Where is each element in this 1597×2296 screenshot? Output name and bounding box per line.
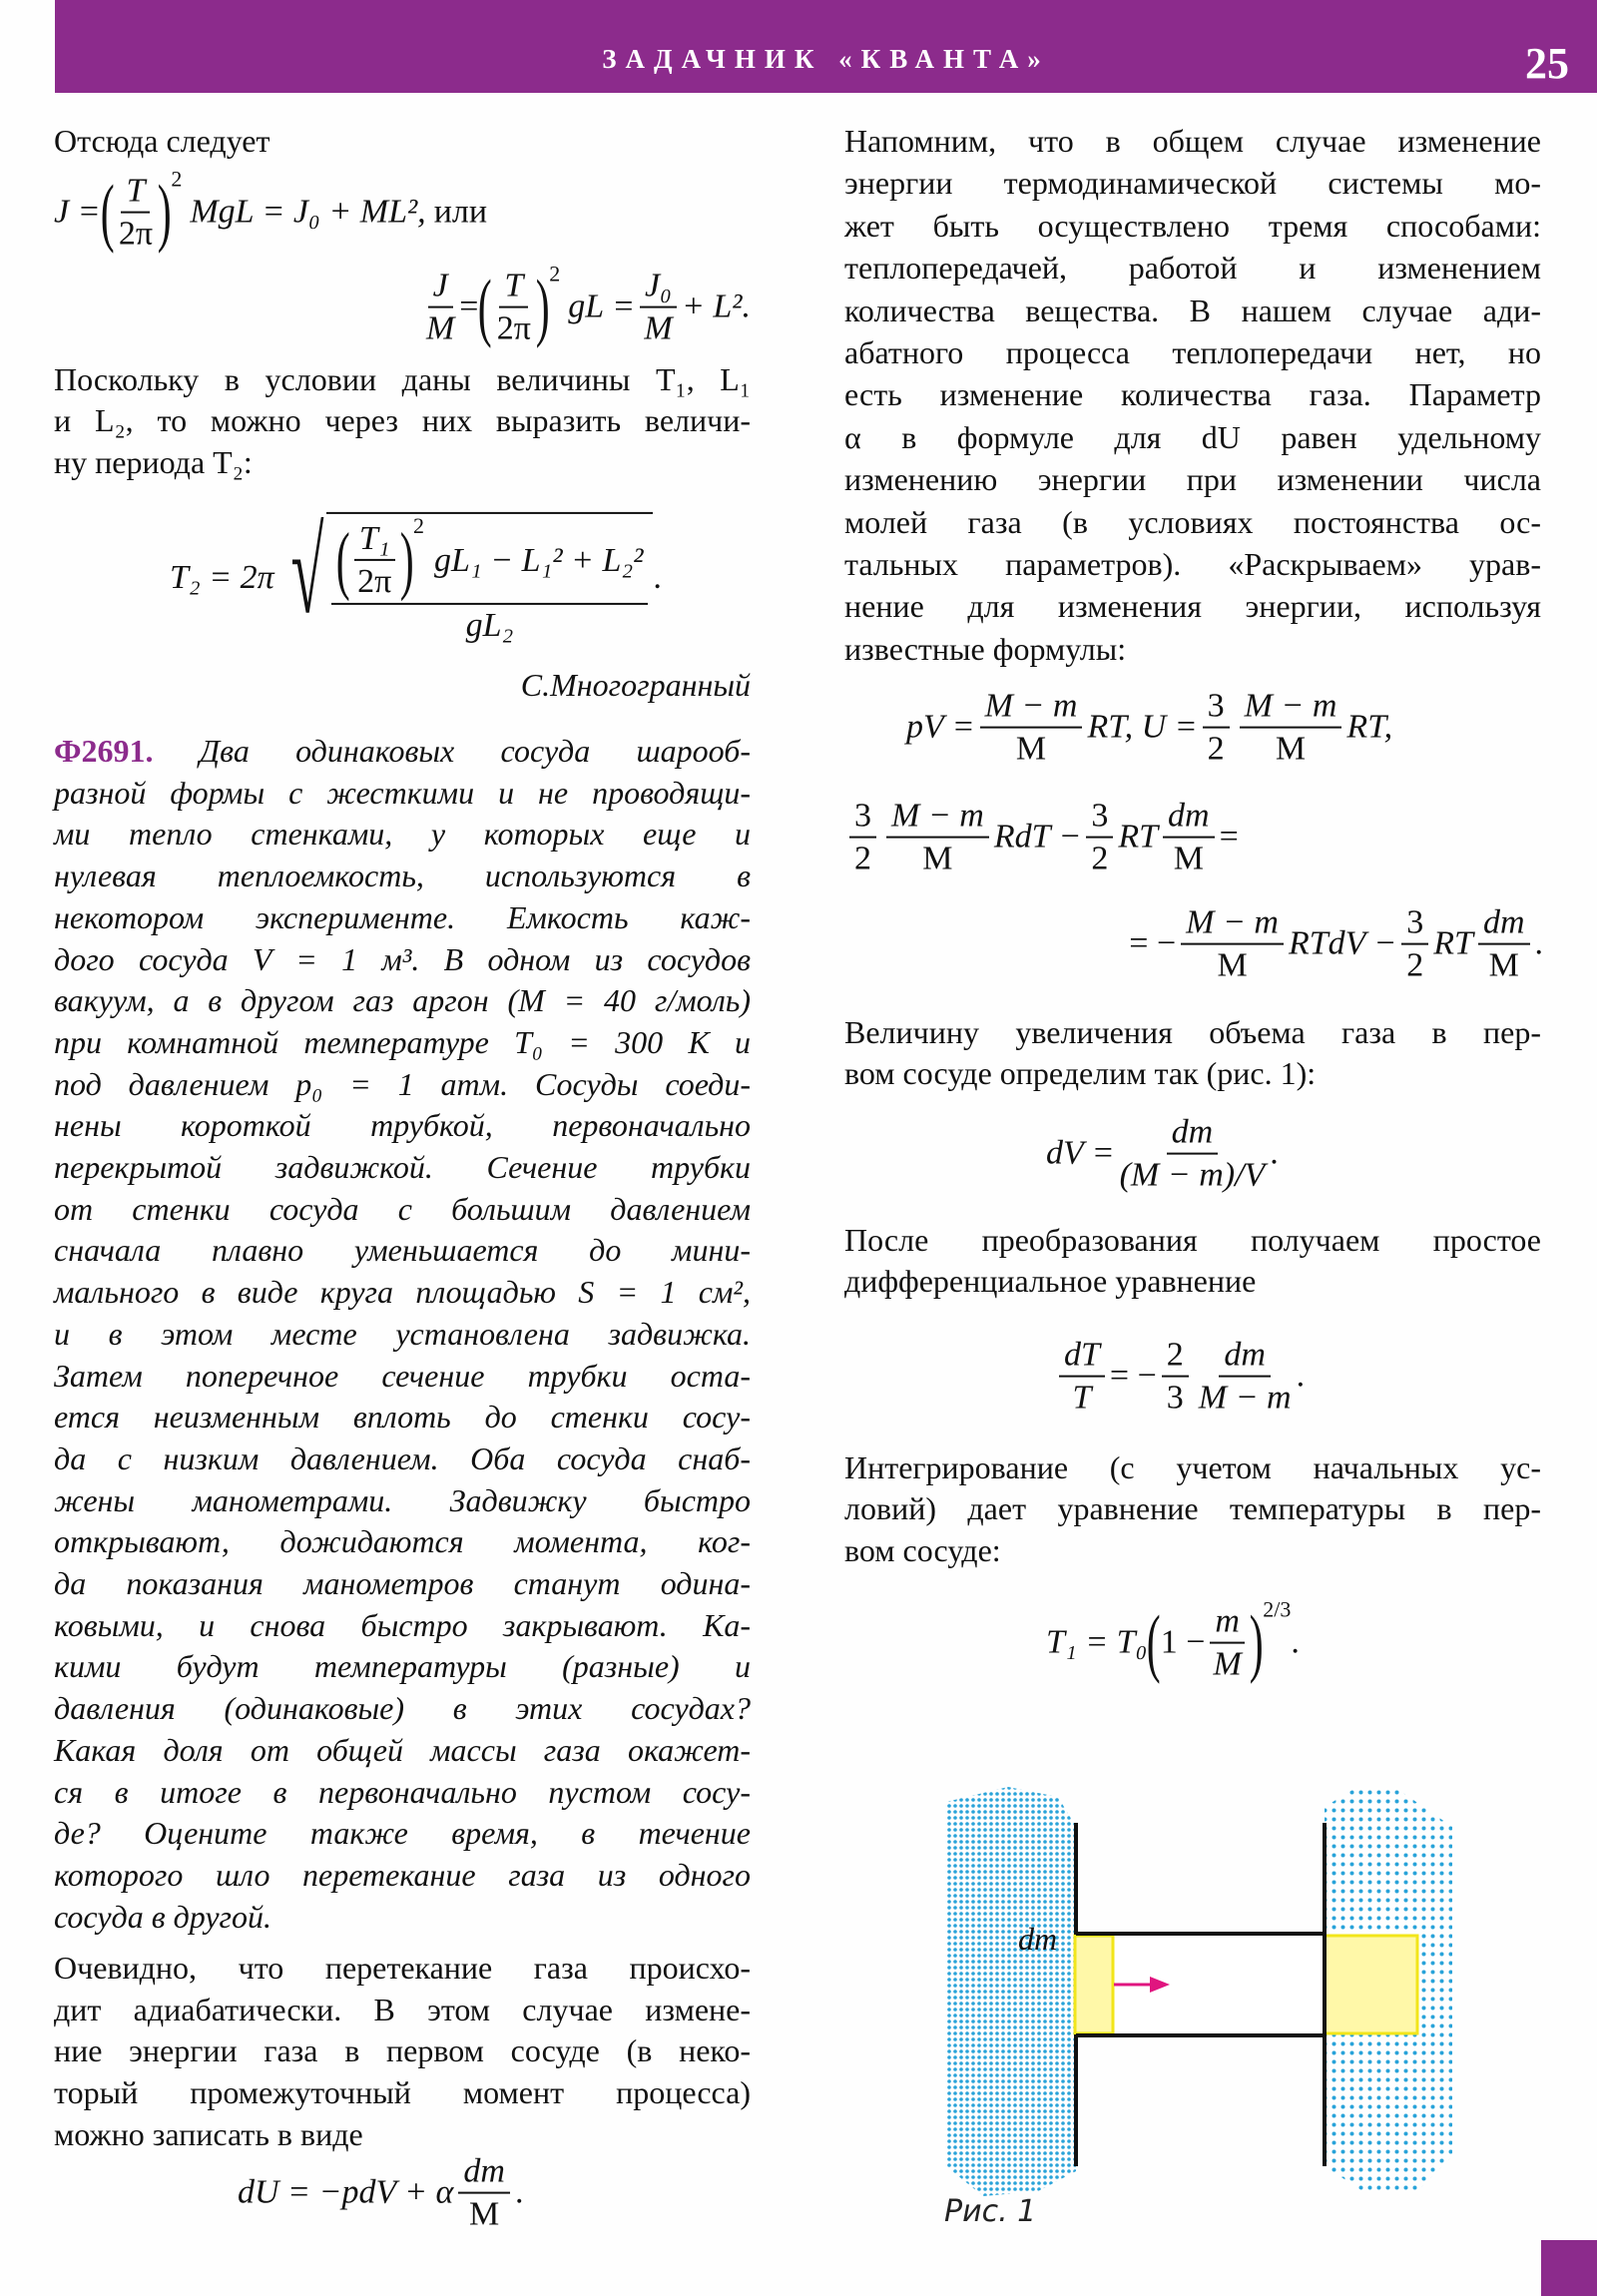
text-line: вом сосуде определим так (рис. 1): — [844, 1055, 1317, 1091]
f-part: 3 — [1166, 1380, 1184, 1417]
text-line: ну периода T₂: — [54, 444, 253, 480]
f-part: dV = — [1046, 1135, 1115, 1172]
text-line: открывают, дожидаются момента, ког- — [54, 1523, 751, 1560]
formula-J: J = ( T 2π ) 2 MgL = J₀ + ML², или — [54, 166, 488, 255]
formula-T2: T₂ = 2π √ ( T₁ 2π ) 2 gL₁ − L₁² + L₂² gL₂ . — [170, 504, 662, 644]
f-part: 3 — [1401, 904, 1428, 945]
text-line: вакуум, а в другом газ аргон (M = 40 г/моль) — [54, 982, 751, 1019]
figure-label-dm: dm — [1018, 1921, 1058, 1957]
text-line: энергии термодинамической системы мо- — [844, 165, 1541, 202]
f-part: 1 − — [1160, 1624, 1206, 1661]
f-part: RT, U = — [1087, 709, 1198, 746]
text-line: тальных параметров). «Раскрываем» урав- — [844, 546, 1541, 582]
text-line: дифференциальное уравнение — [844, 1263, 1257, 1299]
text-line: Поскольку в условии даны величины T₁, L₁ — [54, 361, 751, 397]
f-part: dT — [1059, 1337, 1105, 1378]
f-part: M — [922, 841, 953, 877]
corner-marker — [1541, 2240, 1597, 2296]
text-line: Затем поперечное сечение трубки оста- — [54, 1357, 751, 1394]
f-part: dm — [1167, 1114, 1219, 1155]
text-line: и L₂, то можно через них выразить величи- — [54, 402, 751, 438]
f-part: 2π — [118, 216, 154, 253]
f-part: gL = — [568, 288, 636, 325]
text-line: давления (одинаковые) в этих сосудах? — [54, 1690, 751, 1727]
f-part: pV = — [906, 709, 975, 746]
f-part: 3 — [849, 798, 876, 839]
intro-text: Отсюда следует — [54, 123, 270, 159]
f-part: = — [1219, 819, 1239, 856]
gas-slab-right — [1325, 1936, 1417, 2033]
text-line: Величину увеличения объема газа в пер- — [844, 1014, 1541, 1050]
text-line: которого шло перетекание газа из одного — [54, 1856, 751, 1893]
f-part: RT, — [1346, 709, 1393, 746]
text-line: ковыми, и снова быстро закрывают. Ка- — [54, 1606, 751, 1643]
f-part: T₁ = T₀ — [1046, 1624, 1148, 1661]
f-part: dU = −pdV + α — [238, 2174, 454, 2211]
f-part: 2π — [357, 563, 392, 601]
text-line: После преобразования получаем простое — [844, 1222, 1541, 1258]
text-line: и в этом месте установлена задвижка. — [54, 1315, 751, 1352]
text-line: сначала плавно уменьшается до мини- — [54, 1232, 751, 1269]
f-part: dm — [1163, 798, 1215, 839]
text-line: перекрытой задвижкой. Сечение трубки — [54, 1149, 751, 1185]
figure-caption: Рис. 1 — [944, 2194, 1037, 2229]
text-line: абатного процесса теплопередачи нет, но — [844, 334, 1541, 370]
f-part: RTdV − — [1288, 925, 1397, 962]
text-line: да показания манометров станут одина- — [54, 1565, 751, 1601]
text-line: дого сосуда V = 1 м³. В одном из сосудов — [54, 940, 751, 977]
text-line: нулевая теплоемкость, используются в — [54, 858, 751, 894]
page-number: 25 — [1525, 39, 1569, 88]
text-line: торый промежуточный момент процесса) — [54, 2074, 751, 2111]
author: С.Многогранный — [520, 667, 751, 703]
text-line: ми тепло стенками, у которых еще и — [54, 816, 751, 853]
f-part: dm — [1478, 904, 1530, 945]
f-part: M — [1275, 731, 1307, 768]
f-part: gL₁ − L₁² + L₂² — [433, 541, 644, 579]
text-line: Напомним, что в общем случае изменение — [844, 123, 1541, 159]
f-part: . — [1296, 1358, 1306, 1395]
problem-text: Два одинаковых сосуда шарооб- — [199, 733, 752, 769]
f-part: M − m — [1240, 688, 1342, 729]
gas-left-vessel — [946, 1787, 1076, 2196]
f-part: . — [1291, 1624, 1300, 1661]
f-part: M — [469, 2196, 500, 2233]
f-part: . — [1270, 1135, 1279, 1172]
f-part: T — [1072, 1380, 1092, 1417]
text-line: ние энергии газа в первом сосуде (в неко- — [54, 2032, 751, 2069]
text-line: жены манометрами. Задвижку быстро — [54, 1481, 751, 1518]
f-part: M — [644, 310, 673, 347]
f-part: gL₂ — [465, 606, 514, 644]
f-part: T — [499, 268, 528, 308]
f-part: = − — [1129, 925, 1177, 962]
text-line: можно записать в виде — [54, 2115, 363, 2152]
f-part: 3 — [1203, 688, 1230, 729]
text-line: некотором эксперименте. Емкость каж- — [54, 898, 751, 935]
f-part: M — [1213, 1646, 1242, 1683]
text-line: изменению энергии при изменении числа — [844, 461, 1541, 498]
text-line — [54, 730, 751, 772]
problem-id: Ф2691. — [54, 733, 154, 769]
f-part: dm — [1219, 1337, 1271, 1378]
text-line: количества вещества. В нашем случае ади- — [844, 291, 1541, 328]
f-part: 2 — [549, 261, 561, 287]
f-part: M — [1217, 947, 1248, 984]
f-part: T₂ = 2π — [170, 558, 274, 596]
text-line: известные формулы: — [844, 630, 1127, 667]
f-part: 3 — [1086, 798, 1113, 839]
f-part: 2 — [1406, 947, 1424, 984]
f-part: M − m — [886, 798, 989, 839]
text-line: при комнатной температуре T₀ = 300 К и — [54, 1023, 751, 1060]
f-part: RT — [1118, 819, 1159, 856]
f-part: RdT − — [993, 819, 1082, 856]
f-part: 2 — [1091, 841, 1109, 877]
f-part: 2 — [1207, 731, 1225, 768]
f-part: dm — [458, 2153, 510, 2194]
text-line: кими будут температуры (разные) и — [54, 1648, 751, 1685]
text-line: под давлением p₀ = 1 атм. Сосуды соеди- — [54, 1065, 751, 1102]
f-part: J — [428, 268, 453, 308]
text-line: жет быть осуществлено тремя способами: — [844, 207, 1541, 244]
header-title: ЗАДАЧНИК «КВАНТА» — [602, 44, 1050, 74]
text-line: нение для изменения энергии, используя — [844, 588, 1541, 625]
f-part: . — [514, 2174, 524, 2211]
formula-J-over-M: $\frac{J}{M}$ = ( T 2π ) 2 gL = $\frac{\text{J₀}}{M}$ + L². — [425, 261, 751, 349]
f-part: M − m — [980, 688, 1083, 729]
f-part: 2π — [496, 310, 531, 347]
f-part: T — [121, 173, 150, 214]
f-part: T₁ — [354, 520, 395, 561]
f-part: M − m — [1181, 904, 1284, 945]
text-line: теплопередачей, работой и изменением — [844, 250, 1541, 287]
text-line: ется неизменным вплоть до стенки сосу- — [54, 1399, 751, 1435]
text-line: разной формы с жесткими и не проводящи- — [54, 774, 751, 811]
f-part: M − m — [1198, 1380, 1292, 1417]
text-line: дит адиабатически. В этом случае измене- — [54, 1991, 751, 2027]
text-line: сосуда в другой. — [54, 1898, 272, 1935]
text-line: молей газа (в условиях постоянства ос- — [844, 503, 1541, 540]
text-line: Очевидно, что перетекание газа происхо- — [54, 1950, 751, 1986]
text-line: да с низким давлением. Оба сосуда снаб- — [54, 1439, 751, 1476]
f-part: RT — [1433, 925, 1473, 962]
f-part: J₀ — [640, 268, 677, 308]
text-line: есть изменение количества газа. Параметр — [844, 376, 1541, 413]
f-part: M — [1015, 731, 1047, 768]
f-part: + L². — [681, 288, 751, 325]
f-part: . — [1534, 925, 1543, 962]
f-part: 2 — [412, 512, 424, 538]
text-line: Интегрирование (с учетом начальных ус- — [844, 1449, 1541, 1485]
f-part: . — [653, 558, 662, 596]
f-part: 2/3 — [1263, 1596, 1292, 1622]
dm-slab — [1075, 1936, 1113, 2033]
text-line: ся в итоге в первоначально пустом сосу- — [54, 1773, 751, 1810]
f-part: m — [1210, 1603, 1245, 1644]
formula-T1: T₁ = T₀ ( 1 − $\frac{m}{M}$ ) 2/3 . — [1046, 1596, 1300, 1685]
text-line: мального в виде круга площадью S = 1 см², — [54, 1274, 751, 1311]
text-line: Какая доля от общей массы газа окажет- — [54, 1731, 751, 1768]
text-line: α в формуле для dU равен удельному — [844, 418, 1541, 455]
f-part: M — [1173, 841, 1204, 877]
f-part: = − — [1109, 1358, 1157, 1395]
f-part: = — [459, 288, 479, 325]
f-part: MgL = J₀ + ML², — [190, 194, 426, 231]
f-part: или — [433, 194, 488, 231]
f-part: M — [425, 310, 455, 347]
f-part: J = — [54, 194, 101, 231]
text-line: от стенки сосуда с большим давлением — [54, 1190, 751, 1227]
f-part: 2 — [171, 166, 183, 192]
f-part: M — [1488, 947, 1519, 984]
text-line: де? Оцените также время, в течение — [54, 1815, 751, 1852]
text-line: ловий) дает уравнение температуры в пер- — [844, 1490, 1541, 1526]
text-line: вом сосуде: — [844, 1532, 1001, 1568]
f-part: 2 — [1162, 1337, 1189, 1378]
f-part: (M − m)/V — [1119, 1157, 1266, 1194]
text-line: нены короткой трубкой, первоначально — [54, 1107, 751, 1144]
f-part: 2 — [854, 841, 871, 877]
